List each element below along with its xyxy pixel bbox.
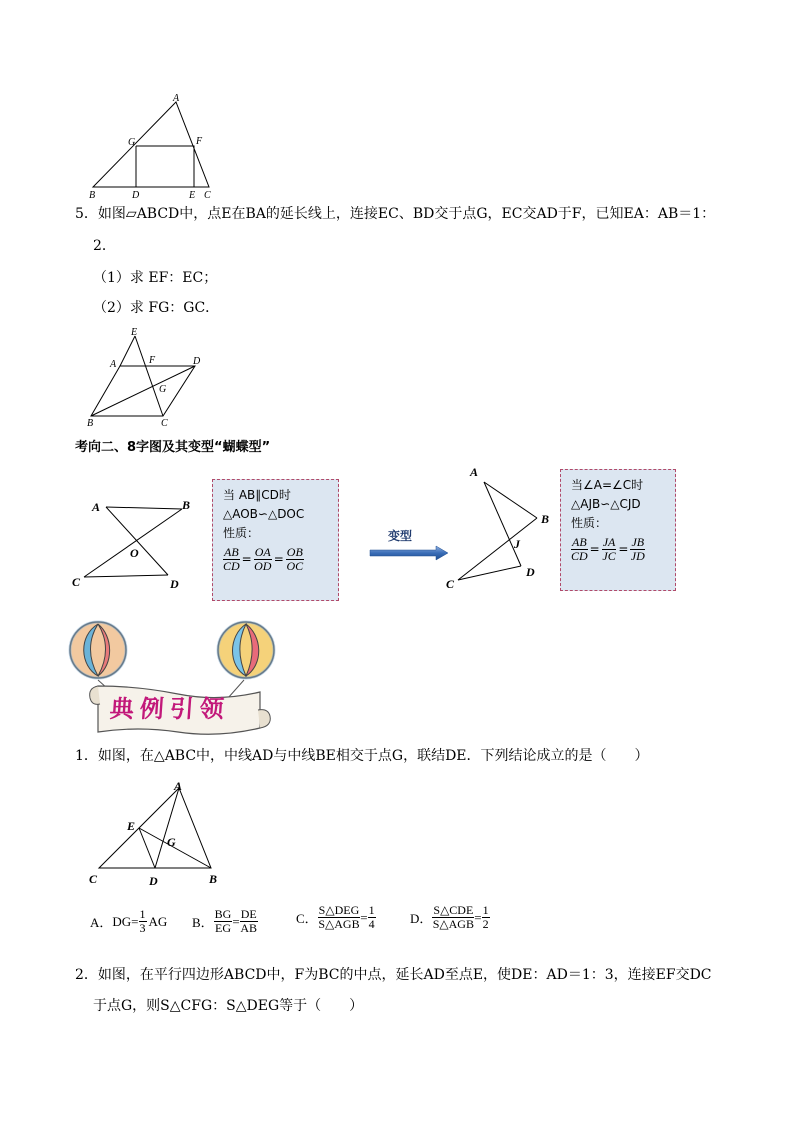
box-similarity: △AJB∽△CJD [571, 497, 641, 511]
label-F: F [196, 136, 203, 147]
label-E: E [127, 819, 136, 833]
ex1-number: 1． [75, 748, 98, 764]
label-C: C [204, 190, 211, 201]
label-G: G [128, 137, 136, 148]
butterfly-property-box [212, 479, 339, 601]
box-property-label: 性质： [223, 526, 260, 540]
label-B: B [87, 418, 94, 429]
option-b[interactable]: B． $\frac{BG}{EG}$ = $\frac{DE}{AB}$ [192, 907, 258, 935]
label-A: A [92, 500, 101, 514]
box-ratio-formula: $\frac{AB}{CD}$ = $\frac{OA}{OD}$ = $\frac{OB}{OC}$ [223, 545, 304, 573]
label-C: C [161, 418, 168, 429]
ratio-1: $\frac{AB}{CD}$ [571, 535, 588, 563]
transform-label: 变型 [388, 529, 413, 543]
label-D: D [170, 577, 179, 591]
label-B: B [89, 190, 96, 201]
label-B: B [541, 512, 550, 526]
median-triangle-figure [85, 778, 225, 888]
box-similarity: △AOB∽△DOC [223, 507, 305, 521]
q5-sub2: （2）求 FG：GC． [93, 300, 220, 316]
banner-title: 典例引领 [108, 695, 231, 723]
label-A: A [470, 465, 479, 479]
option-c[interactable]: C． $\frac{\text{S△DEG}}{\text{S△AGB}}$ = $\frac{1}{4}$ [296, 903, 375, 931]
label-D: D [132, 190, 140, 201]
label-D: D [149, 874, 158, 888]
label-C: C [446, 577, 455, 591]
label-A: A [173, 93, 180, 104]
variant-property-box [560, 469, 676, 591]
q5-line1 [75, 204, 715, 224]
label-E: E [189, 190, 196, 201]
label-J: J [514, 537, 520, 551]
ratio-3: $\frac{OB}{OC}$ [286, 545, 304, 573]
label-C: C [89, 872, 98, 886]
variant-butterfly-figure [440, 462, 550, 592]
q5-line1b: 2． [93, 238, 116, 254]
q5-number: 5． [75, 206, 98, 222]
section-title: 考向二、8字图及其变型“蝴蝶型” [75, 440, 271, 455]
option-a[interactable]: A． DG= $\frac{1}{3}$ AG [90, 907, 168, 935]
q5-sub1: （1）求 EF：EC； [93, 270, 218, 286]
ratio-2: $\frac{JA}{JC}$ [602, 535, 616, 563]
label-C: C [72, 575, 81, 589]
box-condition: 当∠A=∠C时 [571, 478, 644, 492]
option-d[interactable]: D． $\frac{\text{S△CDE}}{\text{S△AGB}}$ = $\frac{1}{2}$ [410, 903, 489, 931]
ball-right-icon [218, 622, 274, 678]
ball-left-icon [70, 622, 126, 678]
ex2-number: 2． [75, 967, 98, 983]
ex2-line2: 于点G，则S△CFG：S△DEG等于（ ） [93, 998, 364, 1014]
label-F: F [149, 355, 156, 366]
box-condition: 当 AB∥CD时 [223, 488, 291, 502]
label-E: E [131, 327, 138, 338]
ratio-2: $\frac{OA}{OD}$ [254, 545, 272, 573]
ratio-1: $\frac{AB}{CD}$ [223, 545, 240, 573]
label-A: A [174, 779, 183, 793]
q5-text: 如图▱ABCD中，点E在BA的延长线上，连接EC、BD交于点G，EC交AD于F，已知EA：AB＝1： [97, 206, 716, 222]
butterfly-figure [70, 495, 200, 595]
ex1-question [75, 746, 649, 766]
label-B: B [182, 498, 191, 512]
box-ratio-formula: $\frac{AB}{CD}$ = $\frac{JA}{JC}$ = $\frac{JB}{JD}$ [571, 535, 645, 563]
label-G: G [159, 384, 167, 395]
transform-arrow-icon [370, 545, 450, 561]
label-B: B [209, 872, 218, 886]
banner-graphic [68, 618, 278, 743]
label-D: D [526, 565, 535, 579]
ratio-3: $\frac{JB}{JD}$ [630, 535, 645, 563]
box-property-label: 性质： [571, 516, 608, 530]
label-A: A [110, 359, 117, 370]
triangle-rectangle-figure [85, 92, 225, 202]
label-G: G [167, 835, 176, 849]
ex1-text: 如图，在△ABC中，中线AD与中线BE相交于点G，联结DE．下列结论成立的是（ ） [97, 748, 649, 764]
parallelogram-figure [85, 326, 215, 429]
ex2-text: 如图，在平行四边形ABCD中，F为BC的中点，延长AD至点E，使DE：AD＝1：3，连接EF交DC [97, 967, 712, 983]
label-D: D [193, 356, 201, 367]
ex2-line1 [75, 965, 712, 985]
label-O: O [130, 546, 139, 560]
